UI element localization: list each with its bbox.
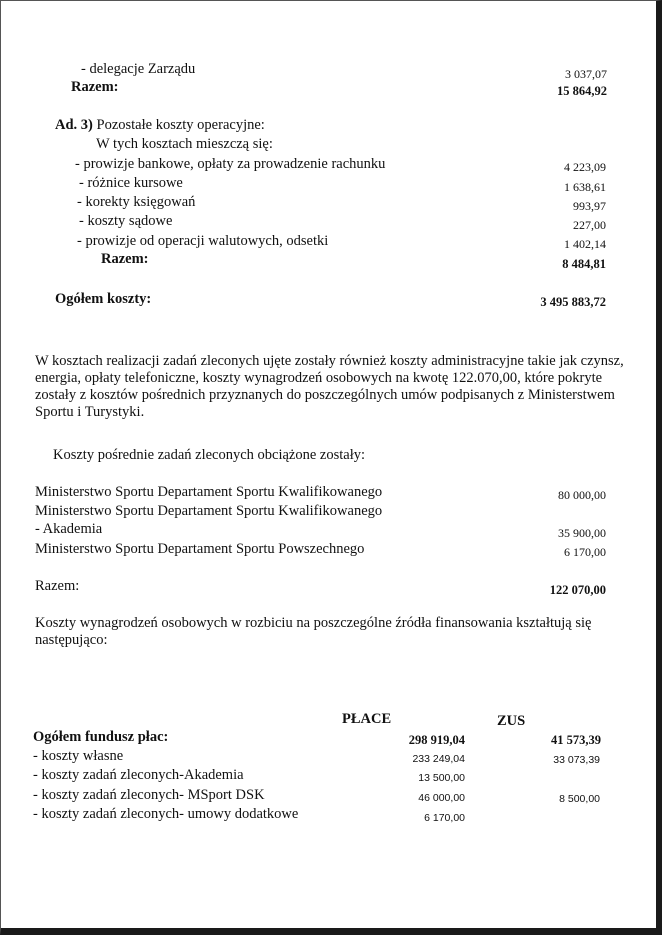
ad3-item-value: 4 223,09 [564,160,606,174]
indirect-row-label: Ministerstwo Sportu Departament Sportu Kwalifikowanego [35,503,383,519]
salary-row-label: - koszty zadań zleconych- MSport DSK [33,787,265,803]
indirect-costs-intro: Koszty pośrednie zadań zleconych obciążone zostały: [53,447,366,463]
indirect-row-label-cont: - Akademia [35,521,103,537]
ad3-subheading: W tych kosztach mieszczą się: [96,136,273,152]
col-header-zus: ZUS [497,713,526,729]
salary-row-place: 13 500,00 [418,772,465,784]
ad3-item-value: 1 402,14 [564,237,606,251]
ad3-item-label: - prowizje od operacji walutowych, odsetki [77,233,329,249]
top-total-value: 15 864,92 [557,84,607,98]
ad3-item-label: - prowizje bankowe, opłaty za prowadzenie rachunku [75,156,386,172]
indirect-row-value: 6 170,00 [564,545,606,559]
ad3-item-label: - różnice kursowe [79,175,183,191]
ad3-heading [55,117,265,134]
grand-total-value: 3 495 883,72 [540,295,606,309]
indirect-row-value: 35 900,00 [558,526,606,540]
salary-row-place: 46 000,00 [418,792,465,804]
col-header-place: PŁACE [342,711,392,727]
indirect-total-label: Razem: [35,578,80,594]
indirect-total-value: 122 070,00 [549,583,606,597]
salary-total-label: Ogółem fundusz płac: [33,729,169,745]
ad3-heading-text: Pozostałe koszty operacyjne: [92,117,265,133]
salary-row-label: - koszty zadań zleconych- umowy dodatkowe [33,806,299,822]
ad3-item-value: 1 638,61 [564,180,606,194]
indirect-row-label: Ministerstwo Sportu Departament Sportu Kwalifikowanego [35,484,383,500]
ad3-item-value: 227,00 [573,218,606,232]
ad3-item-value: 993,97 [573,199,606,213]
ad3-heading-number: Ad. 3) [55,117,93,133]
delegations-label: - delegacje Zarządu [81,61,196,77]
salary-total-place: 298 919,04 [408,733,465,747]
salary-row-place: 233 249,04 [412,753,465,765]
indirect-row-value: 80 000,00 [558,488,606,502]
ad3-total-label: Razem: [101,251,149,267]
indirect-row-label: Ministerstwo Sportu Departament Sportu Powszechnego [35,541,365,557]
salary-total-zus: 41 573,39 [551,733,601,747]
salary-intro-paragraph: Koszty wynagrodzeń osobowych w rozbiciu na poszczególne źródła finansowania kształtują się następująco: [35,615,592,648]
salary-row-place: 6 170,00 [424,812,465,824]
ad3-item-label: - korekty księgowań [77,194,196,210]
salary-row-label: - koszty własne [33,748,124,764]
salary-row-label: - koszty zadań zleconych-Akademia [33,767,244,783]
admin-costs-paragraph: W kosztach realizacji zadań zleconych ujęte zostały również koszty administracyjne takie jak czynsz, energia, opłaty telefoniczne, koszty wynagrodzeń osobowych na kwotę 122.070,00, które pokryte zostały z kosztów pośrednich przyznanych do poszczególnych umów podpisanych z Ministerstwem Sportu i Turystyki. [35,353,624,420]
salary-row-zus: 8 500,00 [559,793,600,805]
delegations-value: 3 037,07 [565,67,607,81]
ad3-item-label: - koszty sądowe [79,213,173,229]
top-total-label: Razem: [71,79,119,95]
salary-row-zus: 33 073,39 [553,754,600,766]
grand-total-label: Ogółem koszty: [55,291,152,307]
ad3-total-value: 8 484,81 [562,257,606,271]
